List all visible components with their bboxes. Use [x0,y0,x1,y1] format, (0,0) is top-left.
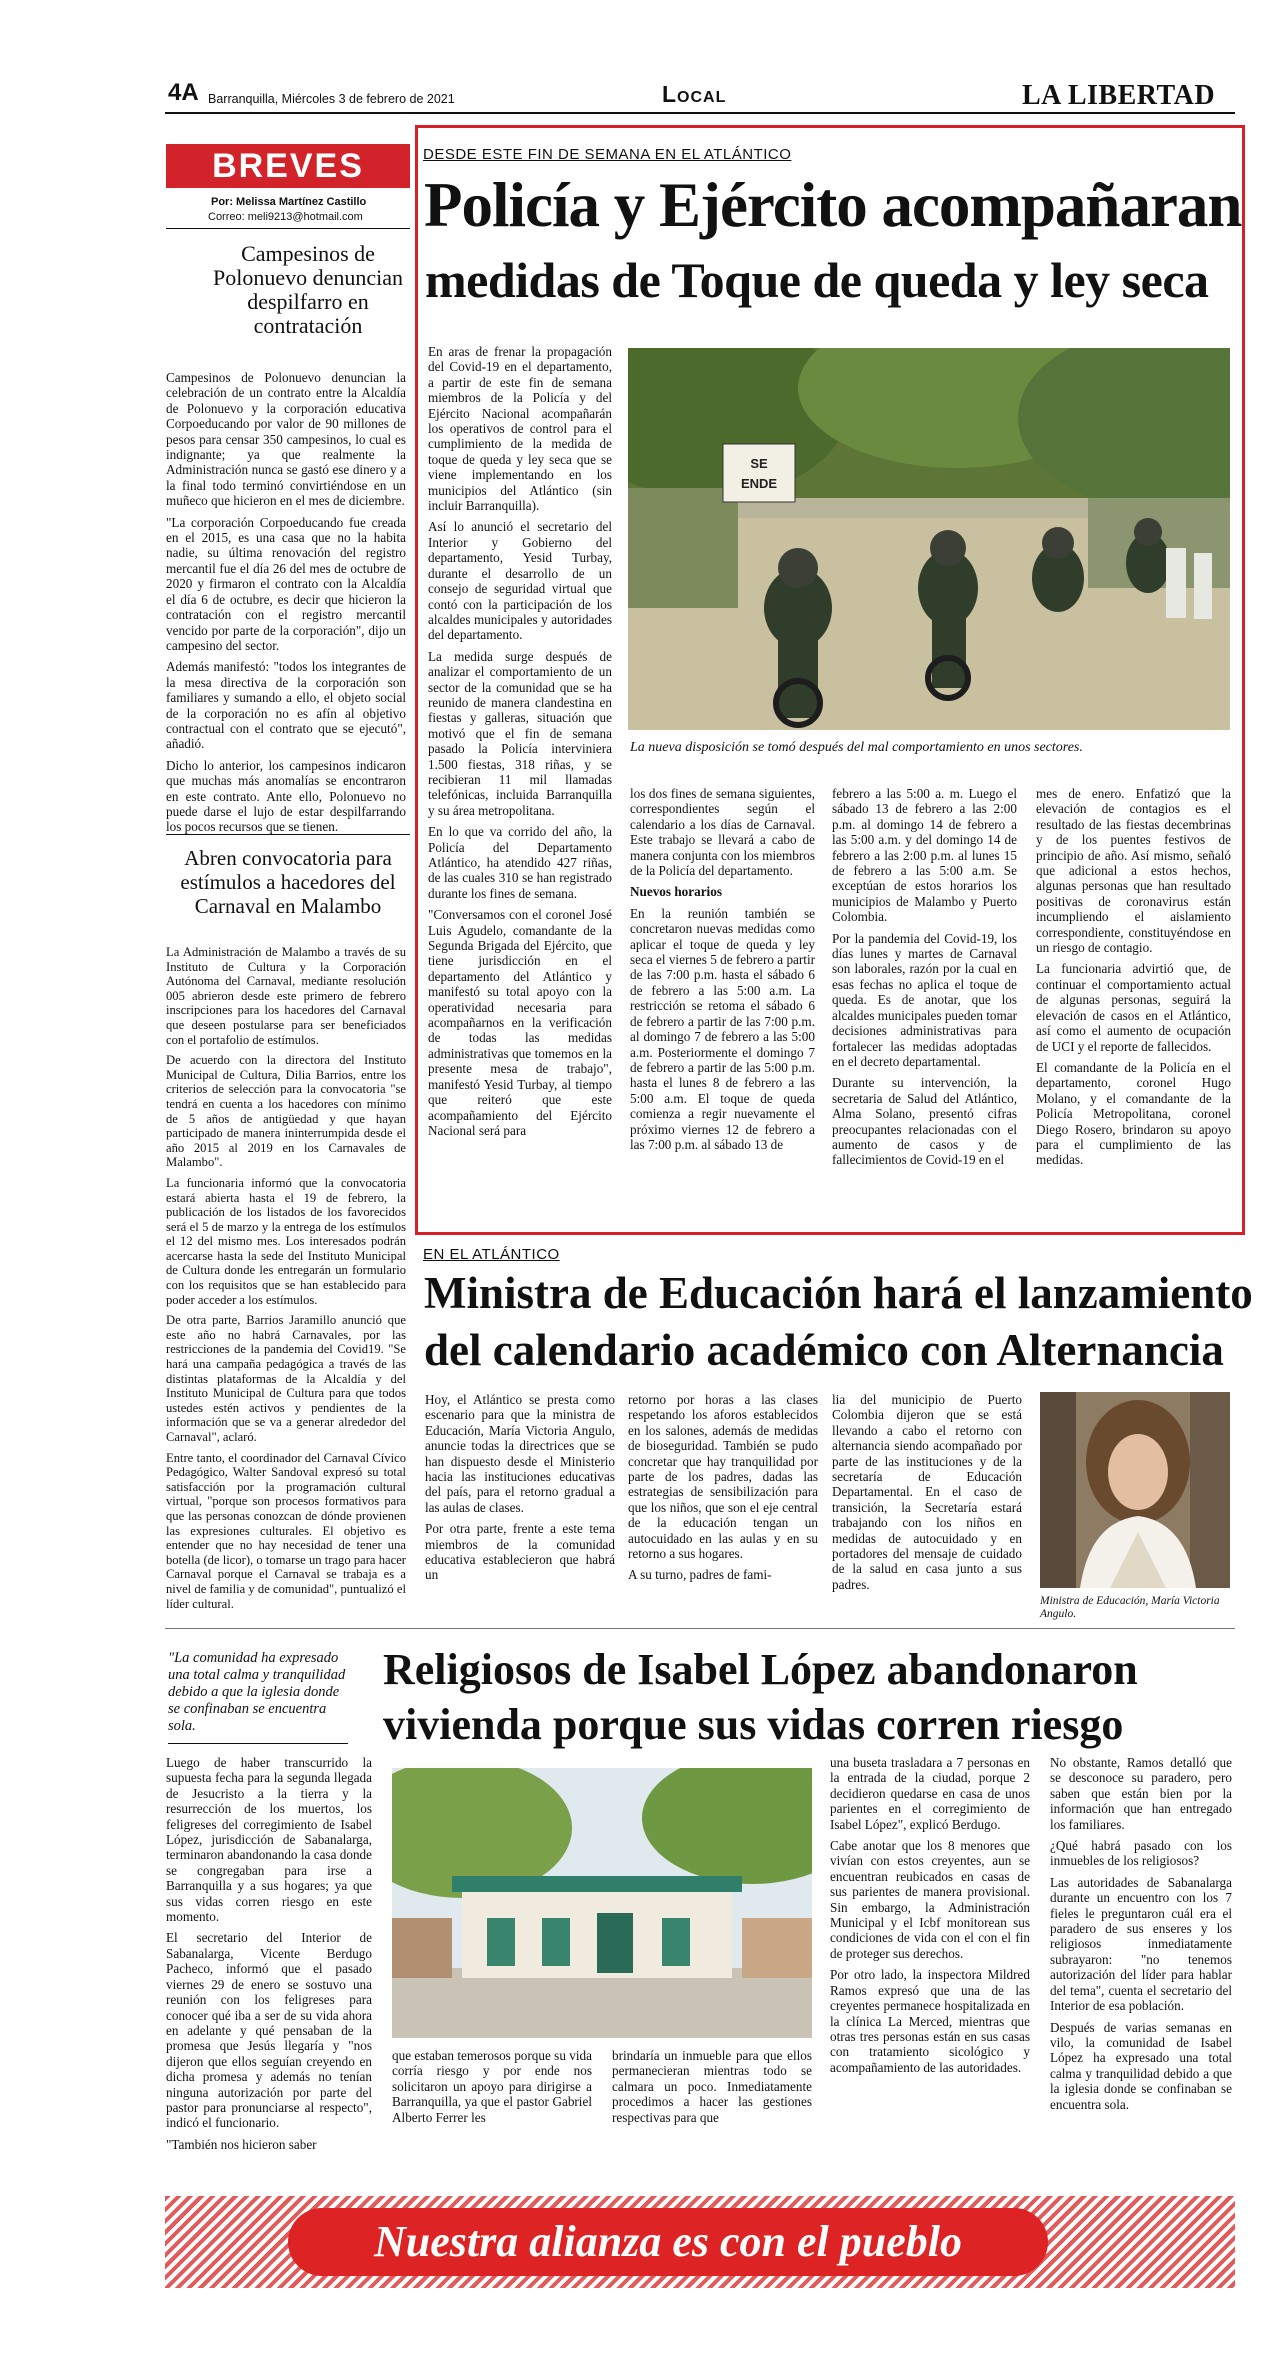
paragraph: De acuerdo con la directora del Instituto Municipal de Cultura, Dilia Barrios, entre los criterios de selección para la convocatoria "se tendrá en cuenta a los hacedores con mínimo de 5 años de antigüedad y que hayan participado de manera ininterrumpida desde el año 2015 al 2019 en los Carnavales de Malambo". [166,1053,406,1170]
religious-col2 [392,2048,592,2131]
education-col3 [832,1392,1022,1598]
paragraph: Las autoridades de Sabanalarga durante un encuentro con los 7 fieles le preguntaron cuál era el paradero de sus enseres y los religiosos inmediatamente subrayaron: "no tenemos autorización del líder para hablar del tema", cuenta el secretario del Interior de esa población. [1050,1874,1232,2014]
paragraph: Por otro lado, la inspectora Mildred Ramos expresó que una de las creyentes permanece hospitalizada en la clínica La Merced, mientras que otras tres personas están en sus casas con tratamiento sicológico y acompañamiento de las autoridades. [830,1967,1030,2075]
lead-subhead: Nuevos horarios [630,884,722,900]
paragraph: En aras de frenar la propagación del Covid-19 en el departamento, a partir de este fin de semana miembros de la Policía y del Ejército Nacional acompañarán los operativos de control para el cumplimiento de la medida de toque de queda y ley seca que se viene implementando en los municipios del Atlántico (sin incluir Barranquilla). [428,344,612,514]
paragraph: Durante su intervención, la secretaria de Salud del Atlántico, Alma Solano, presentó cifras preocupantes relacionadas con el aumento de casos y de fallecimientos de Covid-19 en el [832,1075,1017,1168]
paragraph: Hoy, el Atlántico se presta como escenario para que la ministra de Educación, María Victoria Angulo, anuncie todas la directrices que se han dispuesto desde el Ministerio hacia las instituciones educativas del país, para el retorno gradual a las aulas de clases. [425,1392,615,1515]
breves-story2-title: Abren convocatoria para estímulos a hacedores del Carnaval en Malambo [180,846,396,918]
lead-kicker: DESDE ESTE FIN DE SEMANA EN EL ATLÁNTICO [423,146,792,163]
paragraph: febrero a las 5:00 a. m. Luego el sábado 13 de febrero a las 2:00 p.m. al domingo 14 de febrero a las 5:00 a.m. y del domingo 14 de febrero a las 2:00 p.m. al lunes 15 de febrero a las 5:00 a.m. Se exceptúan de estos horarios los municipios de Malambo y Puerto Colombia. [832,786,1017,925]
paragraph: mes de enero. Enfatizó que la elevación de contagios es el resultado de las fiestas decembrinas y de los puentes festivos de principio de año. Así mismo, señaló que adicional a estos hechos, algunas personas que han resultado positivas de coronavirus están incumpliendo el aislamiento correspondiente, constituyéndose en un riesgo de contagio. [1036,786,1231,956]
paragraph: La funcionaria informó que la convocatoria estará abierta hasta el 19 de febrero, la publicación de los listados de los favorecidos será el 5 de marzo y la entrega de los estímulos el 12 del mismo mes. Los interesados podrán acercarse hasta la sede del Instituto Municipal de Cultura donde les entregarán un formulario con los requisitos que se han establecido para poder acceder a los estímulos. [166,1175,406,1307]
paragraph: La funcionaria advirtió que, de continuar el comportamiento actual de algunas personas, seguirá la elevación de casos en el Atlántico, así como el aumento de ocupación de UCI y el reporte de fallecidos. [1036,961,1231,1054]
lead-col3 [832,786,1017,1174]
breves-story1-body [166,370,406,841]
religious-col1 [166,1755,372,2158]
breves-banner: BREVES [166,144,410,188]
paragraph: Dicho lo anterior, los campesinos indicaron que muchas más anomalías se encontraron en este contrato. Ante ello, Polonuevo no puede darse el lujo de estar despilfarrando los pocos recursos que se tienen. [166,757,406,835]
paragraph: los dos fines de semana siguientes, correspondientes según el calendario a los días de Carnaval. Este trabajo se llevará a cabo de manera conjunta con los miembros de la Policía del departamento. [630,786,815,879]
masthead: LA LIBERTAD [1022,80,1216,111]
svg-text:ENDE: ENDE [740,476,778,491]
breves-email: Correo: meli9213@hotmail.com [208,211,363,223]
breves-rule [166,228,410,229]
religious-col5 [1050,1755,1232,2118]
paragraph: "También nos hicieron saber [166,2136,317,2152]
education-kicker: EN EL ATLÁNTICO [423,1246,560,1263]
lead-col4 [1036,786,1231,1174]
paragraph: brindaría un inmueble para que ellos permanecieran mientras todo se calmara un poco. Inmediatamente procedimos a hacer las gestiones respectivas para que [612,2048,812,2125]
paragraph: Además manifestó: "todos los integrantes de la mesa directiva de la corporación son familiares y sumando a ello, el objeto social de la corporación no es afín al objetivo contractual con el contrato que se ejecutó", añadió. [166,659,406,752]
paragraph: El secretario del Interior de Sabanalarga, Vicente Berdugo Pacheco, informó que el pasado viernes 29 de enero se sostuvo una reunión con los feligreses para conocer qué iba a ser de su vida ahora en adelante y qué pensaban de la promesa que Jesús llegaría y "nos dijeron que ellos seguían creyendo en dicha promesa y además no tenían ninguna autorización por parte del pastor para pronunciarse al respecto", indicó el funcionario. [166,1930,372,2131]
lead-headline-2: medidas de Toque de queda y ley seca [425,252,1209,308]
breves-story1-title: Campesinos de Polonuevo denuncian despilfarro en contratación [212,241,404,338]
religious-col4 [830,1755,1030,2081]
religious-col3 [612,2048,812,2131]
paragraph: ¿Qué habrá pasado con los inmuebles de los religiosos? [1050,1838,1232,1869]
paragraph: Así lo anunció el secretario del Interior y Gobierno del departamento, Yesid Turbay, durante el desarrollo de un consejo de seguridad virtual que contó con la participación de los alcaldes municipales y autoridades del departamento. [428,519,612,643]
paragraph: Entre tanto, el coordinador del Carnaval Cívico Pedagógico, Walter Sandoval expresó su total satisfacción por la programación cultural virtual, "porque son procesos formativos para que las personas conozcan de dónde provienen las expresiones culturales. El objetivo es entender que no hay necesidad de tener una botella (de licor), o tomarse un trago para hacer Carnaval porque el Carnaval se trabaja es a nivel de familia y de comunidad", puntualizó el líder cultural. [166,1450,406,1611]
paragraph: "La corporación Corpoeducando fue creada en el 2015, es una casa que no la habita nadie, su última renovación del registro mercantil fue el día 26 del mes de octubre de 2020 y firmaron el contrato con la Alcaldía el día 6 de octubre, es decir que hicieron la contratación con el registro mercantil vencido por parte de la corporación", dijo un campesino del sector. [166,514,406,653]
page-number: 4A [168,79,199,106]
paragraph: "Conversamos con el coronel José Luis Agudelo, comandante de la Segunda Brigada del Ejército, que tiene jurisdicción en el departamento del Atlántico y manifestó su total apoyo con la operatividad necesaria para acompañarnos en la verificación de todas las medidas administrativas que tomemos en la presente mesa de trabajo", manifestó Yesid Turbay, al tiempo que reiteró que este acompañamiento del Ejército Nacional será para [428,907,612,1138]
religious-headline-2: vivienda porque sus vidas corren riesgo [383,1700,1124,1749]
minister-photo [1040,1392,1230,1588]
religious-headline-1: Religiosos de Isabel López abandonaron [383,1645,1138,1694]
svg-text:SE: SE [750,456,768,471]
paragraph: La Administración de Malambo a través de su Instituto de Cultura y la Corporación Autónoma del Carnaval, mediante resolución 005 abrieron desde este primero de febrero inscripciones para los hacedores del Carnaval que deseen postularse para ser beneficiados con el portafolio de estímulos. [166,945,406,1047]
paragraph: retorno por horas a las clases respetando los aforos establecidos en los salones, además de medidas de bioseguridad. También se pudo concretar que hay tranquilidad por parte de los padres, dadas las estrategias de sensibilización para que los niños, que son el eje central de la educación tengan un autocuidado en las aulas y en su retorno a sus hogares. [628,1392,818,1562]
minister-photo-caption: Ministra de Educación, María Victoria Angulo. [1040,1595,1220,1620]
paragraph: Por la pandemia del Covid-19, los días lunes y martes de Carnaval son laborales, razón por la cual en esas fechas no aplica el toque de queda. Es de anotar, que los alcaldes municipales pueden tomar decisiones administrativas para fortalecer las medidas adoptadas en el decreto departamental. [832,930,1017,1069]
lead-col2 [630,786,815,1158]
education-col2 [628,1392,818,1589]
house-illustration [392,1768,812,2038]
section-name: Local [662,81,727,107]
paragraph: Por otra parte, frente a este tema miembros de la comunidad educativa establecieron que habrá un [425,1521,615,1583]
religious-pullquote: "La comunidad ha expresado una total calma y tranquilidad debido a que la iglesia donde se confinaban se encuentra sola. [168,1650,346,1734]
section-rule [165,1628,1235,1629]
paragraph: El comandante de la Policía en el departamento, coronel Hugo Molano, y el comandante de la Policía Metropolitana, coronel Diego Rosero, brindaron su apoyo para el cumplimiento de las medidas. [1036,1059,1231,1168]
breves-divider [166,834,410,835]
paragraph: Luego de haber transcurrido la supuesta fecha para la segunda llegada de Jesucristo a la tierra y la resurrección de los muertos, los feligreses del corregimiento de Isabel López, jurisdicción de Sabanalarga, terminaron abandonando la casa donde se congregaban para irse a Barranquilla y a sus hogares; ya que sus vidas corren riesgo en este momento. [166,1755,372,1925]
house-photo [392,1768,812,2038]
lead-headline-1: Policía y Ejército acompañaran [424,170,1242,240]
lead-photo [628,348,1230,730]
paragraph: una buseta trasladara a 7 personas en la entrada de la ciudad, porque 2 decidieron quedarse en casa de unos parientes en el corregimiento de Isabel López", explicó Berdugo. [830,1755,1030,1832]
education-headline-2: del calendario académico con Alternancia [424,1325,1224,1375]
paragraph: La medida surge después de analizar el comportamiento de un sector de la comunidad que se ha reunido de manera clandestina en fiestas y galleras, situación que motivó que el fin de semana pasado la Policía interviniera 1.500 fiestas, 318 riñas, y se recibieran 11 mil llamadas telefónicas, incluida Barranquilla y su área metropolitana. [428,648,612,818]
paragraph: A su turno, padres de fami- [628,1567,772,1583]
paragraph: lia del municipio de Puerto Colombia dijeron que se está llevando a cabo el retorno con alternancia siendo acompañado por parte de las instituciones y de la secretaría de Educación Departamental. En el caso de transición, la Secretaría estará trabajando con los niños en medidas de autocuidado y en portadores del mensaje de cuidado de la salud en casa junto a sus padres. [832,1392,1022,1592]
soldiers-illustration [628,348,1230,730]
paragraph: Después de varias semanas en vilo, la comunidad de Isabel López ha expresado una total calma y tranquilidad debido a que la iglesia donde se confinaban se encuentra sola. [1050,2019,1232,2112]
paragraph: De otra parte, Barrios Jaramillo anunció que este año no habrá Carnavales, por las restricciones de la pandemia del Covid19. "Se hará una campaña pedagógica a través de las distintas plataformas de la Alcaldía y del Instituto Municipal de Cultura para que todos ustedes estén activos y pendientes de la información que se va a generar alrededor del Carnaval", aclaró. [166,1313,406,1444]
lead-photo-caption: La nueva disposición se tomó después del mal comportamiento en unos sectores. [630,740,1083,755]
header-rule [165,112,1235,114]
dateline: Barranquilla, Miércoles 3 de febrero de 2021 [208,92,455,106]
breves-story2-body [166,945,406,1617]
education-headline-1: Ministra de Educación hará el lanzamiento [424,1268,1253,1318]
footer-banner: Nuestra alianza es con el pueblo [288,2208,1048,2276]
paragraph: Cabe anotar que los 8 menores que vivían con estos creyentes, aun se encuentran reubicados en casas de sus parientes de manera provisional. Sin embargo, la Administración Municipal y el Icbf monitorean sus condiciones de vida con el con el fin de proteger sus derechos. [830,1838,1030,1961]
breves-byline: Por: Melissa Martínez Castillo [211,196,367,208]
pullquote-rule [168,1743,348,1744]
minister-portrait [1040,1392,1230,1588]
education-col1 [425,1392,615,1589]
lead-col1 [428,344,612,1144]
paragraph: que estaban temerosos porque su vida corría riesgo y por ende nos solicitaron un apoyo para dirigirse a Barranquilla, ya que el pastor Gabriel Alberto Ferrer les [392,2048,592,2125]
paragraph: Campesinos de Polonuevo denuncian la celebración de un contrato entre la Alcaldía de Polonuevo y la corporación educativa Corpoeducando por valor de 90 millones de pesos para censar 350 campesinos, lo cual es indignante; ya que realmente la Administración nunca se gastó ese dinero y a la final todo terminó convirtiéndose en un muñeco que hicieron en el mes de diciembre. [166,370,406,509]
paragraph: En lo que va corrido del año, la Policía del Departamento Atlántico, ha atendido 427 riñas, de las cuales 310 se han registrado durante los fines de semana. [428,824,612,901]
paragraph: No obstante, Ramos detalló que se desconoce su paradero, pero saben que están bien por la información que han entregado los familiares. [1050,1755,1232,1832]
paragraph: En la reunión también se concretaron nuevas medidas como aplicar el toque de queda y ley seca el viernes 5 de febrero a partir de las 7:00 p.m. hasta el sábado 6 de febrero a las 5:00 a.m. La restricción se retoma el sábado 6 de febrero a partir de las 7:00 p.m. al domingo 7 de febrero a las 5:00 a.m. Posteriormente el domingo 7 de febrero a partir de las 5:00 p.m. hasta el lunes 8 de febrero a las 5:00 a.m. El toque de queda comienza a regir nuevamente el próximo viernes 12 de febrero a las 7:00 p.m. al sábado 13 de [630,905,815,1152]
